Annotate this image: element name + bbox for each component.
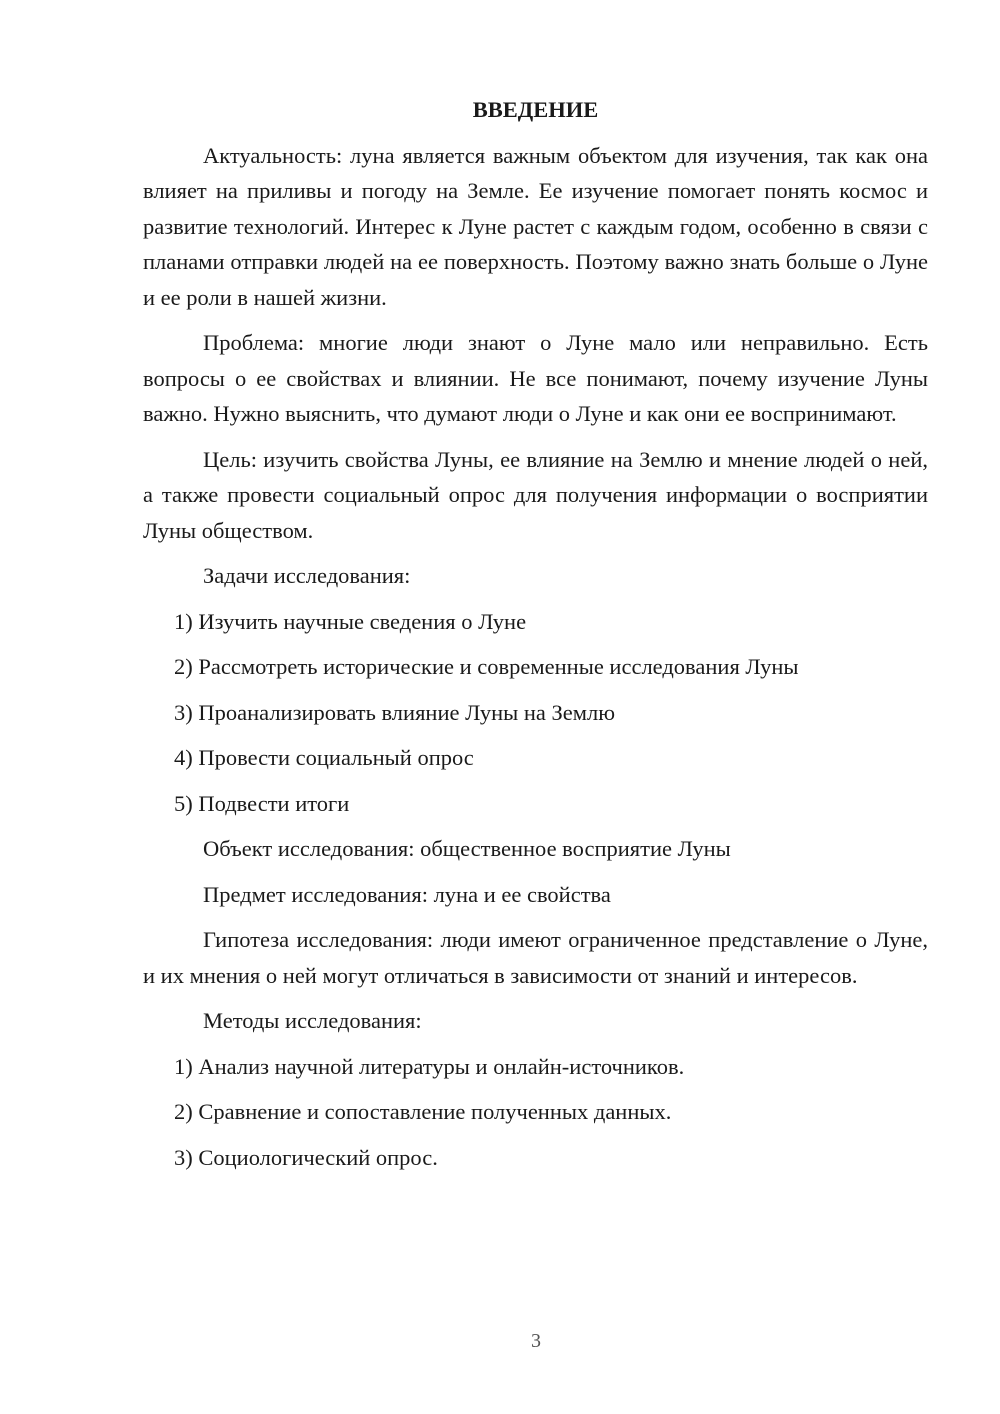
tasks-list-item: 5) Подвести итоги: [174, 790, 350, 816]
tasks-list-item: 2) Рассмотреть исторические и современные исследования Луны: [174, 654, 799, 679]
research-object-line: Объект исследования: общественное восприятие Луны: [203, 836, 731, 861]
tasks-list: [143, 604, 928, 822]
methods-label: Методы исследования:: [203, 1008, 422, 1033]
tasks-label: Задачи исследования:: [203, 563, 411, 588]
methods-list-item: 1) Анализ научной литературы и онлайн-источников.: [174, 1053, 685, 1079]
problem-paragraph: Проблема: многие люди знают о Луне мало или неправильно. Есть вопросы о ее свойствах и влиянии. Не все понимают, почему изучение Луны важно. Нужно выяснить, что думают люди о Луне и как они ее воспринимают.: [143, 330, 928, 426]
page-body: [143, 92, 928, 1175]
research-subject-line: Предмет исследования: луна и ее свойства: [203, 881, 611, 907]
methods-list-item: 2) Сравнение и сопоставление полученных данных.: [174, 1099, 672, 1124]
page-number: 3: [531, 1330, 541, 1352]
relevance-paragraph: Актуальность: луна является важным объектом для изучения, так как она влияет на приливы и погоду на Земле. Ее изучение помогает понять космос и развитие технологий. Интерес к Луне растет с каждым годом, особенно в связи с планами отправки людей на ее поверхность. Поэтому важно знать больше о Луне и ее роли в нашей жизни.: [143, 142, 928, 310]
section-heading: ВВЕДЕНИЕ: [472, 97, 599, 122]
tasks-list-item: 3) Проанализировать влияние Луны на Землю: [174, 699, 616, 725]
tasks-list-item: 4) Провести социальный опрос: [174, 745, 474, 770]
goal-paragraph: Цель: изучить свойства Луны, ее влияние на Землю и мнение людей о ней, а также провести социальный опрос для получения информации о восприятии Луны обществом.: [143, 446, 928, 543]
methods-list: [143, 1049, 928, 1176]
methods-list-item: 3) Социологический опрос.: [174, 1144, 438, 1170]
tasks-list-item: 1) Изучить научные сведения о Луне: [174, 608, 527, 634]
hypothesis-paragraph: Гипотеза исследования: люди имеют ограниченное представление о Луне, и их мнения о ней могут отличаться в зависимости от знаний и интересов.: [143, 927, 928, 988]
